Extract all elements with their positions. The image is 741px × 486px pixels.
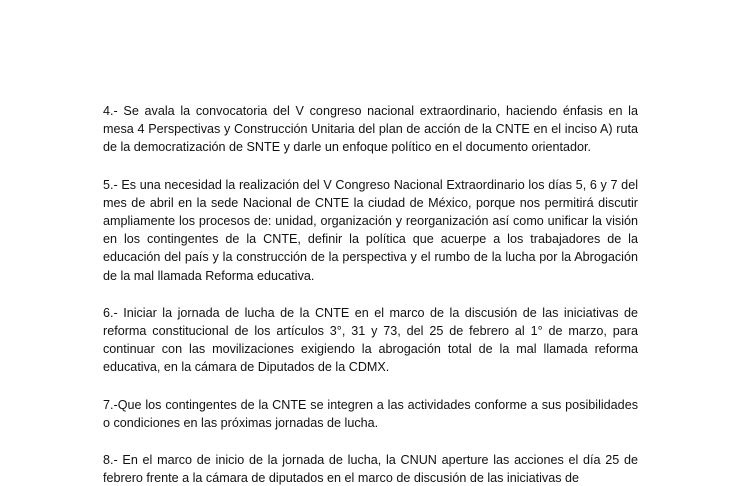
paragraph-6: 6.- Iniciar la jornada de lucha de la CNTE en el marco de la discusión de las iniciativas de reforma constitucional de los artículos 3°, 31 y 73, del 25 de febrero al 1° de marzo, para continuar con las movilizaciones exigiendo la abrogación total de la mal llamada reforma educativa, en la cámara de Diputados de la CDMX. [103, 305, 638, 375]
document-body [103, 102, 638, 486]
paragraph-5: 5.- Es una necesidad la realización del V Congreso Nacional Extraordinario los días 5, 6 y 7 del mes de abril en la sede Nacional de CNTE la ciudad de México, porque nos permitirá discutir ampliamente los procesos de: unidad, organización y reorganización así como unificar la visión en los contingentes de la CNTE, definir la política que acuerpe a los trabajadores de la educación del país y la construcción de la perspectiva y el rumbo de la lucha por la Abrogación de la mal llamada Reforma educativa. [103, 177, 638, 283]
paragraph-7: 7.-Que los contingentes de la CNTE se integren a las actividades conforme a sus posibilidades o condiciones en las próximas jornadas de lucha. [103, 397, 638, 430]
paragraph-8: 8.- En el marco de inicio de la jornada de lucha, la CNUN aperture las acciones el día 25 de febrero frente a la cámara de diputados en el marco de discusión de las iniciativas de [103, 453, 638, 486]
paragraph-4: 4.- Se avala la convocatoria del V congreso nacional extraordinario, haciendo énfasis en la mesa 4 Perspectivas y Construcción Unitaria del plan de acción de la CNTE en el inciso A) ruta de la democratización de SNTE y darle un enfoque político en el documento orientador. [103, 104, 638, 155]
